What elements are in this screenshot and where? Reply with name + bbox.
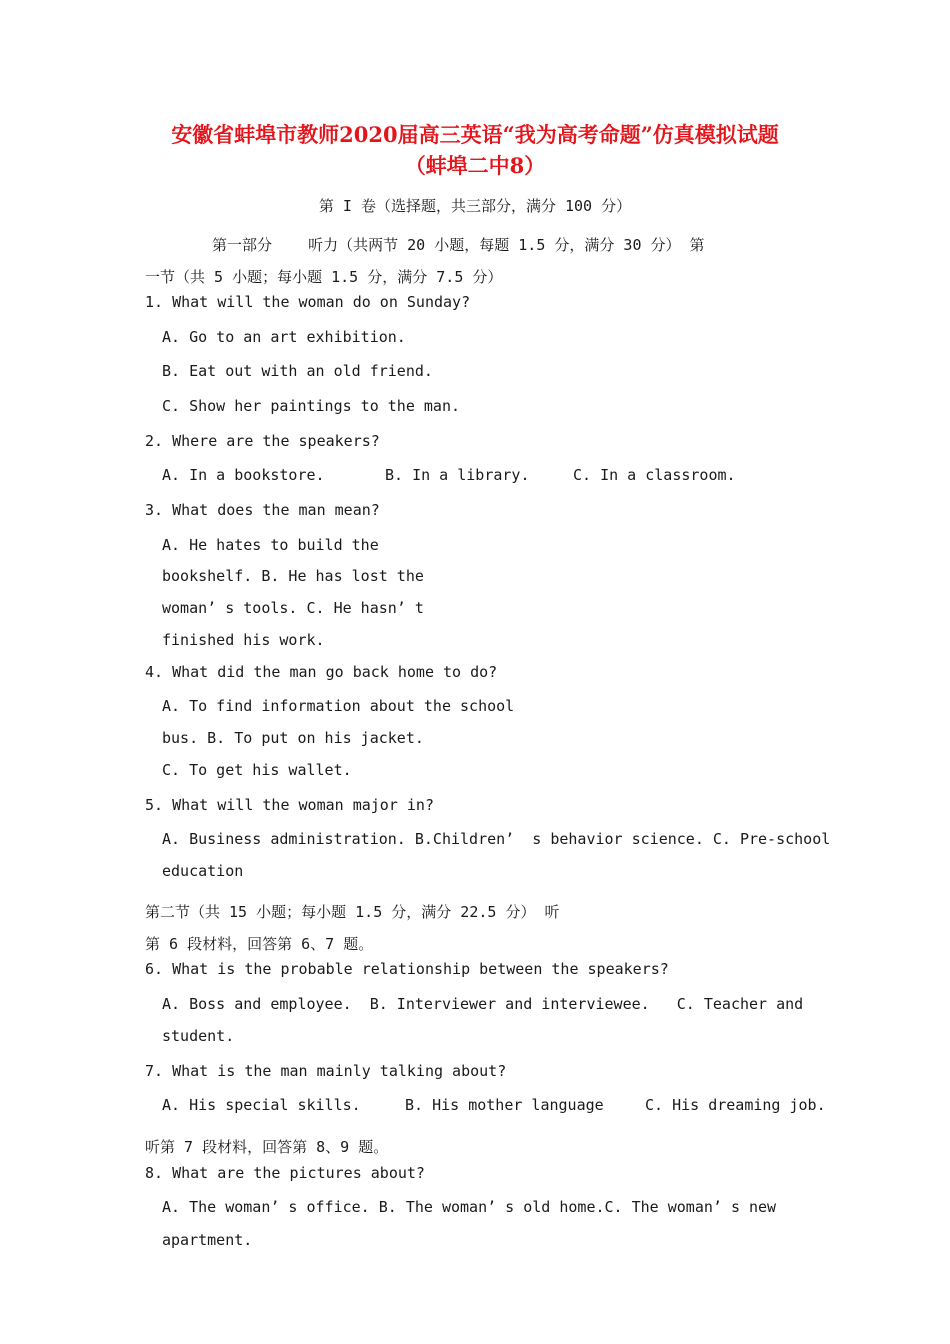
question-6-options-line2: student. — [162, 1027, 235, 1045]
question-1-option-c: C. Show her paintings to the man. — [162, 397, 461, 415]
question-4-options-line2: bus. B. To put on his jacket. — [162, 729, 424, 747]
question-8-options-line1: A. The woman’ s office. B. The woman’ s old home.C. The woman’ s new — [162, 1198, 777, 1216]
question-3-options-line3: woman’ s tools. C. He hasn’ t — [162, 599, 424, 617]
question-2-stem: 2. Where are the speakers? — [145, 432, 380, 450]
question-7-option-c: C. His dreaming job. — [645, 1096, 826, 1114]
question-1-stem: 1. What will the woman do on Sunday? — [145, 293, 471, 311]
question-6-options-line1: A. Boss and employee. B. Interviewer and interviewee. C. Teacher and — [162, 995, 804, 1013]
question-3-options-line2: bookshelf. B. He has lost the — [162, 567, 424, 585]
passage-6-instruction: 第 6 段材料，回答第 6、7 题。 — [145, 935, 374, 953]
question-6-stem: 6. What is the probable relationship between the speakers? — [145, 960, 669, 978]
question-2-option-b: B. In a library. — [385, 466, 530, 484]
question-7-option-a: A. His special skills. — [162, 1096, 361, 1114]
question-3-stem: 3. What does the man mean? — [145, 501, 380, 519]
question-8-options-line2: apartment. — [162, 1231, 253, 1249]
document-title-line2: （蚌埠二中8） — [404, 153, 546, 178]
question-2-option-c: C. In a classroom. — [573, 466, 736, 484]
question-5-options-line1: A. Business administration. B.Children’ s behavior science. C. Pre-school — [162, 830, 831, 848]
question-4-options-line1: A. To find information about the school — [162, 697, 515, 715]
document-title-line1: 安徽省蚌埠市教师2020届高三英语“我为高考命题”仿真模拟试题 — [171, 122, 779, 147]
question-5-stem: 5. What will the woman major in? — [145, 796, 434, 814]
question-4-options-line3: C. To get his wallet. — [162, 761, 352, 779]
question-8-stem: 8. What are the pictures about? — [145, 1164, 425, 1182]
question-7-option-b: B. His mother language — [405, 1096, 604, 1114]
passage-7-instruction: 听第 7 段材料，回答第 8、9 题。 — [145, 1138, 389, 1156]
question-1-option-b: B. Eat out with an old friend. — [162, 362, 433, 380]
question-5-options-line2: education — [162, 862, 244, 880]
question-1-option-a: A. Go to an art exhibition. — [162, 328, 406, 346]
section1-header: 一节（共 5 小题；每小题 1.5 分，满分 7.5 分） — [145, 268, 503, 286]
question-7-stem: 7. What is the man mainly talking about? — [145, 1062, 507, 1080]
section2-header: 第二节（共 15 小题；每小题 1.5 分，满分 22.5 分） 听 — [145, 903, 560, 921]
question-4-stem: 4. What did the man go back home to do? — [145, 663, 498, 681]
question-2-option-a: A. In a bookstore. — [162, 466, 325, 484]
part1-header: 第一部分 听力（共两节 20 小题，每题 1.5 分，满分 30 分） 第 — [212, 236, 705, 254]
question-3-options-line4: finished his work. — [162, 631, 325, 649]
volume-header: 第 I 卷（选择题，共三部分，满分 100 分） — [318, 197, 632, 215]
question-3-options-line1: A. He hates to build the — [162, 536, 379, 554]
